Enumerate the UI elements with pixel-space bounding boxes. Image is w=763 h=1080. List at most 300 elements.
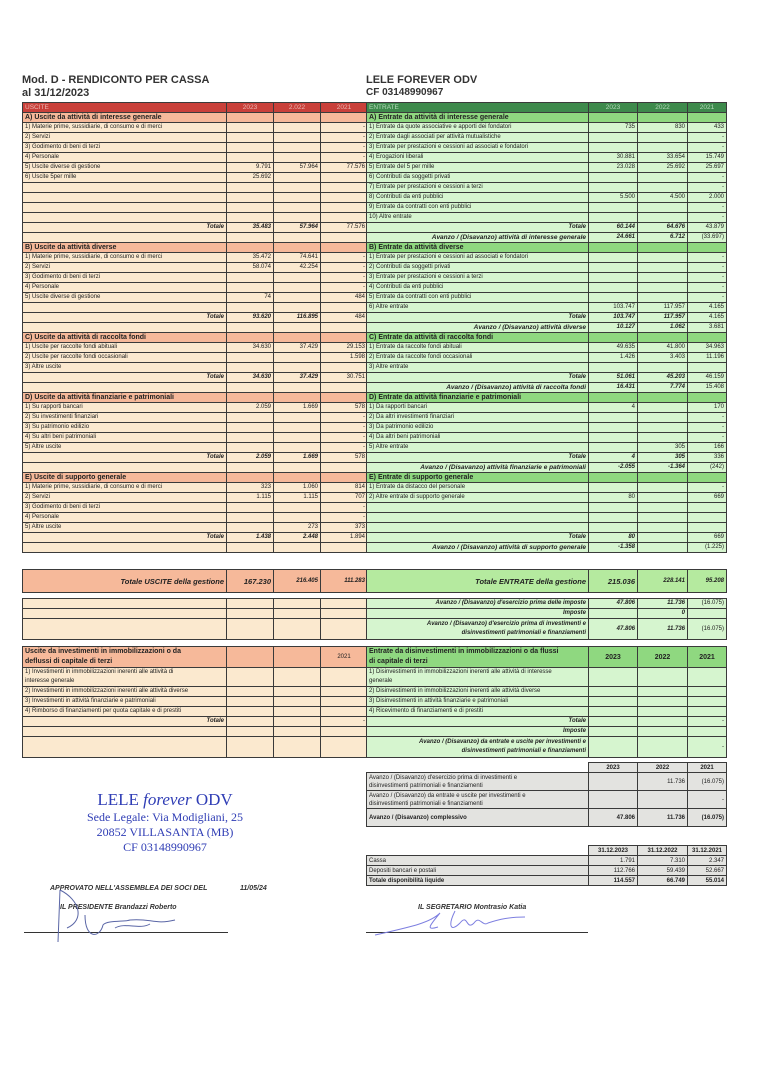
uscite-row-value-b — [274, 113, 321, 123]
uscite-row-label: A) Uscite da attività di interesse generale — [23, 113, 227, 123]
entrate-row-value-a: 24.661 — [589, 233, 638, 243]
uscite-row-value-a — [227, 323, 274, 333]
uscite-row-value-a — [227, 543, 274, 553]
entrate-row-label: 1) Entrate da raccolte fondi abituali — [367, 343, 589, 353]
entrate-row-value-a: 4 — [589, 453, 638, 463]
uscite-row-value-c: 30.751 — [321, 373, 368, 383]
uscite-row — [23, 273, 368, 283]
uscite-row-value-a — [227, 513, 274, 523]
uscite-row — [23, 333, 368, 343]
uscite-row-value-b: 1.060 — [274, 483, 321, 493]
totale-uscite-label: Totale USCITE della gestione — [23, 570, 227, 593]
investimenti-uscite-r1-2: interesse generale — [25, 678, 75, 684]
entrate-row-value-a — [589, 113, 638, 123]
uscite-row — [23, 303, 368, 313]
liquidity-value: 114.557 — [589, 876, 638, 886]
uscite-row-label: 3) Godimento di beni di terzi — [23, 273, 227, 283]
uscite-row-label — [23, 303, 227, 313]
entrate-row — [367, 293, 727, 303]
uscite-row — [23, 383, 368, 393]
entrate-row-value-c: (33.697) — [688, 233, 727, 243]
entrate-row-value-b: 25.692 — [638, 163, 688, 173]
uscite-row-label: 1) Su rapporti bancari — [23, 403, 227, 413]
entrate-row-value-a — [589, 263, 638, 273]
uscite-row — [23, 413, 368, 423]
summary-r2-2021: - — [688, 791, 727, 809]
president-label: IL PRESIDENTE Brandazzi Roberto — [60, 904, 177, 911]
entrate-row-value-c — [688, 363, 727, 373]
uscite-row — [23, 543, 368, 553]
uscite-row-value-c — [321, 243, 368, 253]
summary-r1-label-1: Avanzo / (Disavanzo) d'esercizio prima di investimenti e — [369, 774, 518, 781]
liquidity-col-2021: 31.12.2021 — [688, 846, 727, 856]
entrate-row-value-a — [589, 443, 638, 453]
liquidity-value: 112.766 — [589, 866, 638, 876]
entrate-row-label: 2) Altre entrate di supporto generale — [367, 493, 589, 503]
entrate-row-value-a: 10.127 — [589, 323, 638, 333]
uscite-row-label — [23, 193, 227, 203]
entrate-row-label: Avanzo / (Disavanzo) attività di interesse generale — [367, 233, 589, 243]
entrate-row-value-b: 117.957 — [638, 303, 688, 313]
entrate-table — [366, 102, 727, 553]
uscite-row-value-c: 578 — [321, 453, 368, 463]
uscite-row-label: 4) Personale — [23, 513, 227, 523]
entrate-row — [367, 463, 727, 473]
entrate-row-label: 3) Entrate per prestazioni e cessioni ad associati e fondatori — [367, 143, 589, 153]
uscite-row — [23, 523, 368, 533]
uscite-row-value-b — [274, 153, 321, 163]
uscite-row-value-c — [321, 473, 368, 483]
entrate-row — [367, 223, 727, 233]
entrate-row — [367, 413, 727, 423]
investimenti-avanzo-label-1: Avanzo / (Disavanzo) da entrate e uscite per investimenti e — [418, 739, 586, 745]
uscite-row — [23, 533, 368, 543]
entrate-row — [367, 523, 727, 533]
uscite-row-value-a: 1.438 — [227, 533, 274, 543]
summary-r1-2021: (16.075) — [688, 773, 727, 791]
uscite-row-value-c: - — [321, 273, 368, 283]
entrate-row-label: 3) Da patrimonio edilizio — [367, 423, 589, 433]
entrate-row-value-a: 80 — [589, 493, 638, 503]
entrate-row — [367, 283, 727, 293]
entrate-row-label: 2) Contributi da soggetti privati — [367, 263, 589, 273]
liquidity-row — [367, 876, 727, 886]
uscite-row-value-b — [274, 513, 321, 523]
uscite-row-label: E) Uscite di supporto generale — [23, 473, 227, 483]
uscite-row-label: Totale — [23, 533, 227, 543]
entrate-row-value-b — [638, 263, 688, 273]
summary-complessivo-label: Avanzo / (Disavanzo) complessivo — [367, 809, 589, 827]
summary-col-2023: 2023 — [589, 763, 638, 773]
uscite-row-value-b: 37.429 — [274, 373, 321, 383]
entrate-row-label: 4) Da altri beni patrimoniali — [367, 433, 589, 443]
uscite-row-value-c: - — [321, 443, 368, 453]
uscite-row — [23, 493, 368, 503]
entrate-row-label: C) Entrate da attività di raccolta fondi — [367, 333, 589, 343]
entrate-row-value-b: 3.403 — [638, 353, 688, 363]
entrate-row-value-a — [589, 293, 638, 303]
stamp-name-3: ODV — [191, 790, 233, 809]
uscite-row-label: B) Uscite da attività diverse — [23, 243, 227, 253]
entrate-row-label: D) Entrate da attività finanziarie e patrimoniali — [367, 393, 589, 403]
uscite-col-2023: 2023 — [227, 103, 274, 113]
entrate-col-2021: 2021 — [688, 103, 727, 113]
entrate-row-value-a: 4 — [589, 403, 638, 413]
entrate-row-value-b: 117.957 — [638, 313, 688, 323]
entrate-row-label: Avanzo / (Disavanzo) attività finanziarie e patrimoniali — [367, 463, 589, 473]
entrate-row-value-a — [589, 423, 638, 433]
entrate-row-value-b — [638, 293, 688, 303]
totale-uscite-2022: 216.405 — [274, 570, 321, 593]
entrate-row-value-b: 1.062 — [638, 323, 688, 333]
entrate-row-label: B) Entrate da attività diverse — [367, 243, 589, 253]
uscite-row-value-c: - — [321, 143, 368, 153]
entrate-row-label: 1) Da rapporti bancari — [367, 403, 589, 413]
entrate-row-value-c: 11.196 — [688, 353, 727, 363]
entrate-row — [367, 543, 727, 553]
entrate-row-value-a — [589, 503, 638, 513]
entrate-row-label: 5) Entrate del 5 per mille — [367, 163, 589, 173]
investimenti-entrate-title-1: Entrate da disinvestimenti in immobilizzazioni o da flussi — [369, 648, 559, 655]
uscite-row-value-a — [227, 133, 274, 143]
president-signature-icon — [55, 880, 195, 946]
uscite-row — [23, 373, 368, 383]
stamp-cf: CF 03148990967 — [123, 840, 207, 854]
uscite-row-value-b: 2.448 — [274, 533, 321, 543]
uscite-row — [23, 343, 368, 353]
entrate-row-value-b — [638, 203, 688, 213]
uscite-row-label: 2) Servizi — [23, 263, 227, 273]
entrate-row-label: Totale — [367, 373, 589, 383]
uscite-row-value-a: 2.059 — [227, 453, 274, 463]
entrate-row-value-c: - — [688, 213, 727, 223]
uscite-row-value-b: 1.115 — [274, 493, 321, 503]
entrate-row — [367, 373, 727, 383]
entrate-row-label: Avanzo / (Disavanzo) attività di supporto generale — [367, 543, 589, 553]
uscite-row — [23, 433, 368, 443]
uscite-row — [23, 253, 368, 263]
entrate-row-value-a — [589, 213, 638, 223]
uscite-row-value-a — [227, 423, 274, 433]
entrate-row-value-b — [638, 213, 688, 223]
entrate-row-value-b — [638, 183, 688, 193]
investimenti-uscite-totale: Totale — [23, 717, 227, 727]
uscite-row-value-b — [274, 193, 321, 203]
entrate-row — [367, 323, 727, 333]
entrate-row-value-c: - — [688, 173, 727, 183]
uscite-row — [23, 323, 368, 333]
uscite-row-label: 3) Godimento di beni di terzi — [23, 503, 227, 513]
uscite-row-value-b — [274, 413, 321, 423]
entrate-row-value-c: - — [688, 433, 727, 443]
secretary-label: IL SEGRETARIO Montrasio Katia — [418, 904, 527, 911]
uscite-row-label — [23, 213, 227, 223]
entrate-row-value-c: - — [688, 253, 727, 263]
entrate-row-value-a — [589, 523, 638, 533]
entrate-row — [367, 473, 727, 483]
entrate-row-value-c: 2.000 — [688, 193, 727, 203]
uscite-row-label: 5) Altre uscite — [23, 443, 227, 453]
summary-table — [366, 762, 727, 827]
investimenti-uscite-title-1: Uscite da investimenti in immobilizzazioni o da — [25, 648, 181, 655]
uscite-header: USCITE — [23, 103, 227, 113]
entrate-row — [367, 273, 727, 283]
uscite-row-value-b: 1.669 — [274, 403, 321, 413]
uscite-row-label: 3) Altre uscite — [23, 363, 227, 373]
uscite-row-value-c: - — [321, 133, 368, 143]
avanzo-prima-imposte-2022: 11.736 — [638, 599, 688, 609]
organization-cf: CF 03148990967 — [366, 87, 444, 98]
uscite-row-value-b — [274, 203, 321, 213]
entrate-row-label: 3) Entrate per prestazioni e cessioni a terzi — [367, 273, 589, 283]
uscite-row-value-c — [321, 183, 368, 193]
entrate-row — [367, 383, 727, 393]
uscite-row-value-c: 373 — [321, 523, 368, 533]
entrate-row-label: 8) Contributi da enti pubblici — [367, 193, 589, 203]
entrate-row-label: A) Entrate da attività di interesse generale — [367, 113, 589, 123]
entrate-row-value-b: 33.654 — [638, 153, 688, 163]
uscite-row — [23, 503, 368, 513]
uscite-row-label: 5) Uscite diverse di gestione — [23, 163, 227, 173]
entrate-row-value-c — [688, 243, 727, 253]
uscite-row — [23, 353, 368, 363]
entrate-row-label: 6) Contributi da soggetti privati — [367, 173, 589, 183]
entrate-row-label: 2) Entrate da raccolte fondi occasionali — [367, 353, 589, 363]
entrate-row-value-a: 16.431 — [589, 383, 638, 393]
uscite-row — [23, 213, 368, 223]
entrate-row-value-a — [589, 333, 638, 343]
entrate-row-label: 5) Entrate da contratti con enti pubblici — [367, 293, 589, 303]
liquidity-value: 52.667 — [688, 866, 727, 876]
uscite-row-label: Totale — [23, 223, 227, 233]
investimenti-entrate-r2: 2) Disinvestimenti in immobilizzazioni inerenti alle attività diverse — [367, 687, 589, 697]
uscite-col-2022: 2.022 — [274, 103, 321, 113]
uscite-row-value-b: 1.669 — [274, 453, 321, 463]
uscite-row-label: 2) Uscite per raccolte fondi occasionali — [23, 353, 227, 363]
uscite-row-label: 2) Servizi — [23, 133, 227, 143]
uscite-row-value-b — [274, 433, 321, 443]
entrate-row-value-c: 166 — [688, 443, 727, 453]
investimenti-entrate-totale-2021: - — [688, 717, 727, 727]
document-date: al 31/12/2023 — [22, 87, 90, 99]
summary-col-2021: 2021 — [688, 763, 727, 773]
investimenti-entrate-r4: 4) Ricevimento di finanziamenti e di prestiti — [367, 707, 589, 717]
entrate-row-value-a: 23.028 — [589, 163, 638, 173]
entrate-row — [367, 123, 727, 133]
avanzo-prima-imposte-2023: 47.806 — [589, 599, 638, 609]
entrate-row-value-c: 669 — [688, 533, 727, 543]
uscite-row-label — [23, 543, 227, 553]
entrate-row — [367, 353, 727, 363]
uscite-row — [23, 313, 368, 323]
entrate-row-value-b: 64.676 — [638, 223, 688, 233]
entrate-row-label: 3) Altre entrate — [367, 363, 589, 373]
uscite-col-2021: 2021 — [321, 103, 368, 113]
uscite-row-value-c: - — [321, 433, 368, 443]
entrate-row-value-b: 45.203 — [638, 373, 688, 383]
uscite-row-value-b — [274, 183, 321, 193]
uscite-row — [23, 173, 368, 183]
entrate-row-value-c — [688, 333, 727, 343]
uscite-row-value-b — [274, 393, 321, 403]
uscite-row-value-a — [227, 203, 274, 213]
totale-entrate-label: Totale ENTRATE della gestione — [367, 570, 589, 593]
uscite-row-value-b — [274, 463, 321, 473]
entrate-row-value-b: 41.800 — [638, 343, 688, 353]
imposte-label: Imposte — [367, 609, 589, 619]
entrate-row-value-b — [638, 253, 688, 263]
uscite-row-value-b — [274, 303, 321, 313]
uscite-row — [23, 153, 368, 163]
entrate-row-value-c: - — [688, 183, 727, 193]
entrate-row-value-b — [638, 243, 688, 253]
entrate-row-value-c: 4.165 — [688, 303, 727, 313]
uscite-row — [23, 113, 368, 123]
entrate-row-value-c — [688, 503, 727, 513]
liquidity-value: 7.310 — [638, 856, 688, 866]
uscite-row-value-a — [227, 383, 274, 393]
liquidity-label: Depositi bancari e postali — [367, 866, 589, 876]
summary-complessivo-2023: 47.806 — [589, 809, 638, 827]
entrate-row — [367, 443, 727, 453]
organization-name: LELE FOREVER ODV — [366, 74, 478, 86]
liquidity-value: 59.439 — [638, 866, 688, 876]
entrate-row-value-c: 433 — [688, 123, 727, 133]
stamp-city: 20852 VILLASANTA (MB) — [96, 825, 234, 839]
organization-stamp — [60, 790, 270, 855]
entrate-row — [367, 113, 727, 123]
stamp-name-1: LELE — [97, 790, 144, 809]
uscite-row-label: 1) Uscite per raccolte fondi abituali — [23, 343, 227, 353]
entrate-row-label — [367, 513, 589, 523]
uscite-row — [23, 193, 368, 203]
investimenti-entrate-col-2023: 2023 — [589, 647, 638, 668]
uscite-row — [23, 363, 368, 373]
totale-entrate-2022: 228.141 — [638, 570, 688, 593]
uscite-row-value-a — [227, 303, 274, 313]
entrate-row-value-a: 103.747 — [589, 303, 638, 313]
uscite-row-value-c — [321, 363, 368, 373]
uscite-row-value-b — [274, 123, 321, 133]
entrate-row-label: Avanzo / (Disavanzo) attività diverse — [367, 323, 589, 333]
uscite-row — [23, 143, 368, 153]
uscite-row-label: Totale — [23, 313, 227, 323]
totale-uscite-2023: 167.230 — [227, 570, 274, 593]
entrate-row — [367, 433, 727, 443]
entrate-row-value-a — [589, 413, 638, 423]
uscite-row-label: 1) Materie prime, sussidiarie, di consumo e di merci — [23, 253, 227, 263]
entrate-row-label: E) Entrate di supporto generale — [367, 473, 589, 483]
entrate-row — [367, 343, 727, 353]
entrate-row-value-a — [589, 173, 638, 183]
uscite-row-value-c: - — [321, 283, 368, 293]
uscite-row-value-a: 35.472 — [227, 253, 274, 263]
totale-entrate-table — [366, 569, 727, 593]
entrate-row-value-c: 34.963 — [688, 343, 727, 353]
entrate-row-value-b: 305 — [638, 443, 688, 453]
entrate-row-label: 4) Erogazioni liberali — [367, 153, 589, 163]
investimenti-entrate-r1-2: generale — [369, 678, 393, 684]
avanzo-left-table — [22, 598, 368, 640]
uscite-row-value-c: 1.598 — [321, 353, 368, 363]
uscite-row-value-b: 57.964 — [274, 163, 321, 173]
uscite-row-label: 4) Su altri beni patrimoniali — [23, 433, 227, 443]
entrate-row — [367, 363, 727, 373]
uscite-row-value-c — [321, 393, 368, 403]
avanzo-prima-imposte-2021: (16.075) — [688, 599, 727, 609]
entrate-row-label — [367, 503, 589, 513]
entrate-row — [367, 133, 727, 143]
entrate-row-value-a: 103.747 — [589, 313, 638, 323]
entrate-row-value-c — [688, 113, 727, 123]
uscite-row-value-a — [227, 213, 274, 223]
uscite-row-value-c: - — [321, 153, 368, 163]
liquidity-col-2023: 31.12.2023 — [589, 846, 638, 856]
uscite-row-label: 6) Uscite 5per mille — [23, 173, 227, 183]
imposte-2022: 0 — [638, 609, 688, 619]
entrate-row-value-a — [589, 243, 638, 253]
entrate-row-label: 1) Entrate da quote associative e apporti dei fondatori — [367, 123, 589, 133]
uscite-row-value-c — [321, 383, 368, 393]
uscite-row-value-a — [227, 153, 274, 163]
entrate-row-value-c: - — [688, 273, 727, 283]
uscite-row-value-c — [321, 323, 368, 333]
entrate-row-value-c: 43.879 — [688, 223, 727, 233]
uscite-row-value-a: 2.059 — [227, 403, 274, 413]
entrate-row-value-c — [688, 473, 727, 483]
uscite-row-value-a — [227, 443, 274, 453]
entrate-row-value-b — [638, 113, 688, 123]
uscite-row-value-c: - — [321, 123, 368, 133]
uscite-row-value-b — [274, 383, 321, 393]
entrate-row-label: 2) Entrate dagli associati per attività mutualistiche — [367, 133, 589, 143]
entrate-row-value-b — [638, 283, 688, 293]
uscite-row-value-a — [227, 143, 274, 153]
investimenti-uscite-r2: 2) Investimenti in immobilizzazioni inerenti alle attività diverse — [23, 687, 227, 697]
uscite-row-value-a: 9.791 — [227, 163, 274, 173]
entrate-row-value-b: 7.774 — [638, 383, 688, 393]
entrate-row — [367, 313, 727, 323]
entrate-row-value-c: - — [688, 483, 727, 493]
uscite-row-value-a — [227, 113, 274, 123]
totale-entrate-2023: 215.036 — [589, 570, 638, 593]
uscite-row-label — [23, 183, 227, 193]
investimenti-entrate-imposte: Imposte — [367, 727, 589, 737]
entrate-row-value-c — [688, 393, 727, 403]
entrate-row-value-c: - — [688, 263, 727, 273]
entrate-row-label: Totale — [367, 223, 589, 233]
uscite-row-label: C) Uscite da attività di raccolta fondi — [23, 333, 227, 343]
uscite-row-value-c — [321, 193, 368, 203]
entrate-row-value-b — [638, 333, 688, 343]
uscite-row-value-a — [227, 503, 274, 513]
investimenti-uscite-r4: 4) Rimborso di finanziamenti per quota capitale e di prestiti — [23, 707, 227, 717]
investimenti-entrate-r3: 3) Disinvestimenti in attività finanziarie e patrimoniali — [367, 697, 589, 707]
uscite-row — [23, 133, 368, 143]
entrate-row-value-c: (1.225) — [688, 543, 727, 553]
uscite-row-value-a: 58.074 — [227, 263, 274, 273]
uscite-row-value-b — [274, 233, 321, 243]
entrate-row — [367, 213, 727, 223]
uscite-row-label — [23, 203, 227, 213]
entrate-row-label: 2) Da altri investimenti finanziari — [367, 413, 589, 423]
investimenti-uscite-totale-2021: - — [321, 717, 368, 727]
entrate-row-value-b — [638, 173, 688, 183]
uscite-row-value-a — [227, 463, 274, 473]
entrate-row — [367, 513, 727, 523]
entrate-row-value-c: 46.159 — [688, 373, 727, 383]
uscite-row-value-c: - — [321, 413, 368, 423]
